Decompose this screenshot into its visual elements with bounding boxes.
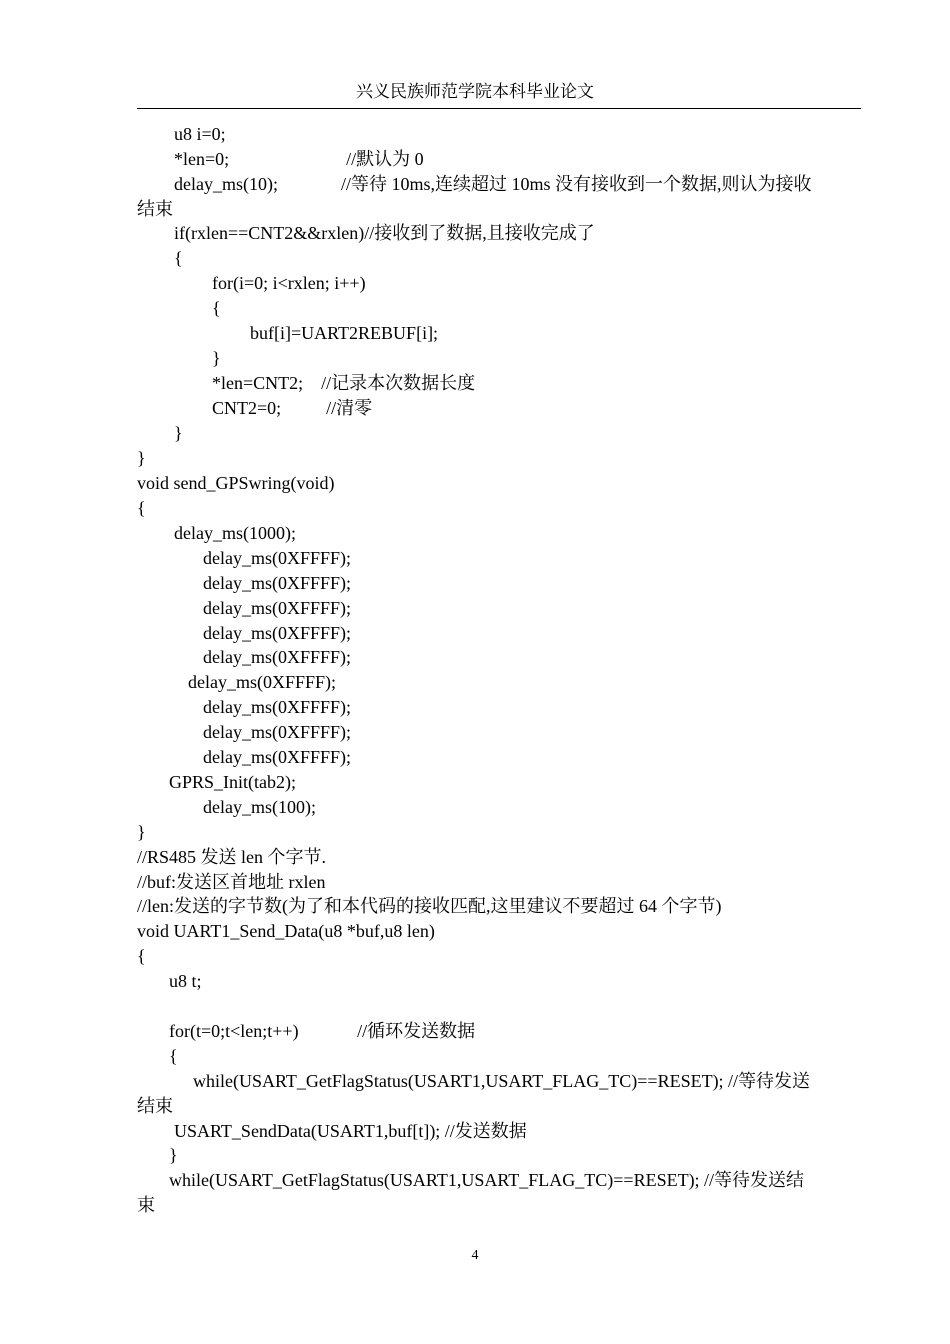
code-line: delay_ms(0XFFFF);: [203, 697, 352, 717]
code-line: }: [212, 348, 221, 368]
code-line: while(USART_GetFlagStatus(USART1,USART_FLAG_TC)==RESET); //等待发送结: [169, 1170, 805, 1190]
code-line: u8 t;: [169, 971, 202, 991]
code-line: {: [169, 1046, 178, 1066]
code-line: delay_ms(0XFFFF);: [203, 598, 352, 618]
code-line: GPRS_Init(tab2);: [169, 772, 297, 792]
code-line: //len:发送的字节数(为了和本代码的接收匹配,这里建议不要超过 64 个字节): [137, 896, 722, 916]
code-line: for(t=0;t<len;t++) //循环发送数据: [169, 1021, 476, 1041]
page-number: 4: [471, 1248, 479, 1263]
code-line: void send_GPSwring(void): [137, 473, 335, 493]
code-line: delay_ms(0XFFFF);: [203, 747, 352, 767]
code-line: {: [137, 946, 146, 966]
code-line: delay_ms(100);: [203, 797, 316, 817]
code-line: delay_ms(1000);: [174, 523, 296, 543]
code-line: delay_ms(0XFFFF);: [203, 647, 352, 667]
code-line: 结束: [137, 1096, 173, 1116]
code-line: delay_ms(0XFFFF);: [203, 722, 352, 742]
code-line: 束: [137, 1195, 155, 1215]
header-rule: [137, 108, 861, 109]
code-line: delay_ms(0XFFFF);: [188, 672, 337, 692]
code-line: u8 i=0;: [174, 124, 226, 144]
code-line: delay_ms(0XFFFF);: [203, 623, 352, 643]
code-line: *len=0; //默认为 0: [174, 149, 424, 169]
code-line: {: [174, 248, 183, 268]
code-line: delay_ms(0XFFFF);: [203, 548, 352, 568]
code-line: }: [169, 1145, 178, 1165]
code-line: }: [174, 423, 183, 443]
code-line: 结束: [137, 199, 173, 219]
code-line: *len=CNT2; //记录本次数据长度: [212, 373, 476, 393]
code-line: delay_ms(10); //等待 10ms,连续超过 10ms 没有接收到一个数据,则认为接收: [174, 174, 812, 194]
code-line: USART_SendData(USART1,buf[t]); //发送数据: [174, 1121, 527, 1141]
code-line: delay_ms(0XFFFF);: [203, 573, 352, 593]
code-line: while(USART_GetFlagStatus(USART1,USART_FLAG_TC)==RESET); //等待发送: [193, 1071, 811, 1091]
code-line: //RS485 发送 len 个字节.: [137, 847, 327, 867]
code-line: //buf:发送区首地址 rxlen: [137, 872, 326, 892]
code-line: }: [137, 448, 146, 468]
code-line: buf[i]=UART2REBUF[i];: [250, 323, 439, 343]
code-line: void UART1_Send_Data(u8 *buf,u8 len): [137, 921, 435, 941]
code-line: {: [212, 298, 221, 318]
page-header: 兴义民族师范学院本科毕业论文: [356, 82, 594, 101]
code-line: if(rxlen==CNT2&&rxlen)//接收到了数据,且接收完成了: [174, 223, 595, 243]
code-line: {: [137, 498, 146, 518]
code-line: }: [137, 822, 146, 842]
code-line: CNT2=0; //清零: [212, 398, 373, 418]
code-line: for(i=0; i<rxlen; i++): [212, 273, 366, 293]
